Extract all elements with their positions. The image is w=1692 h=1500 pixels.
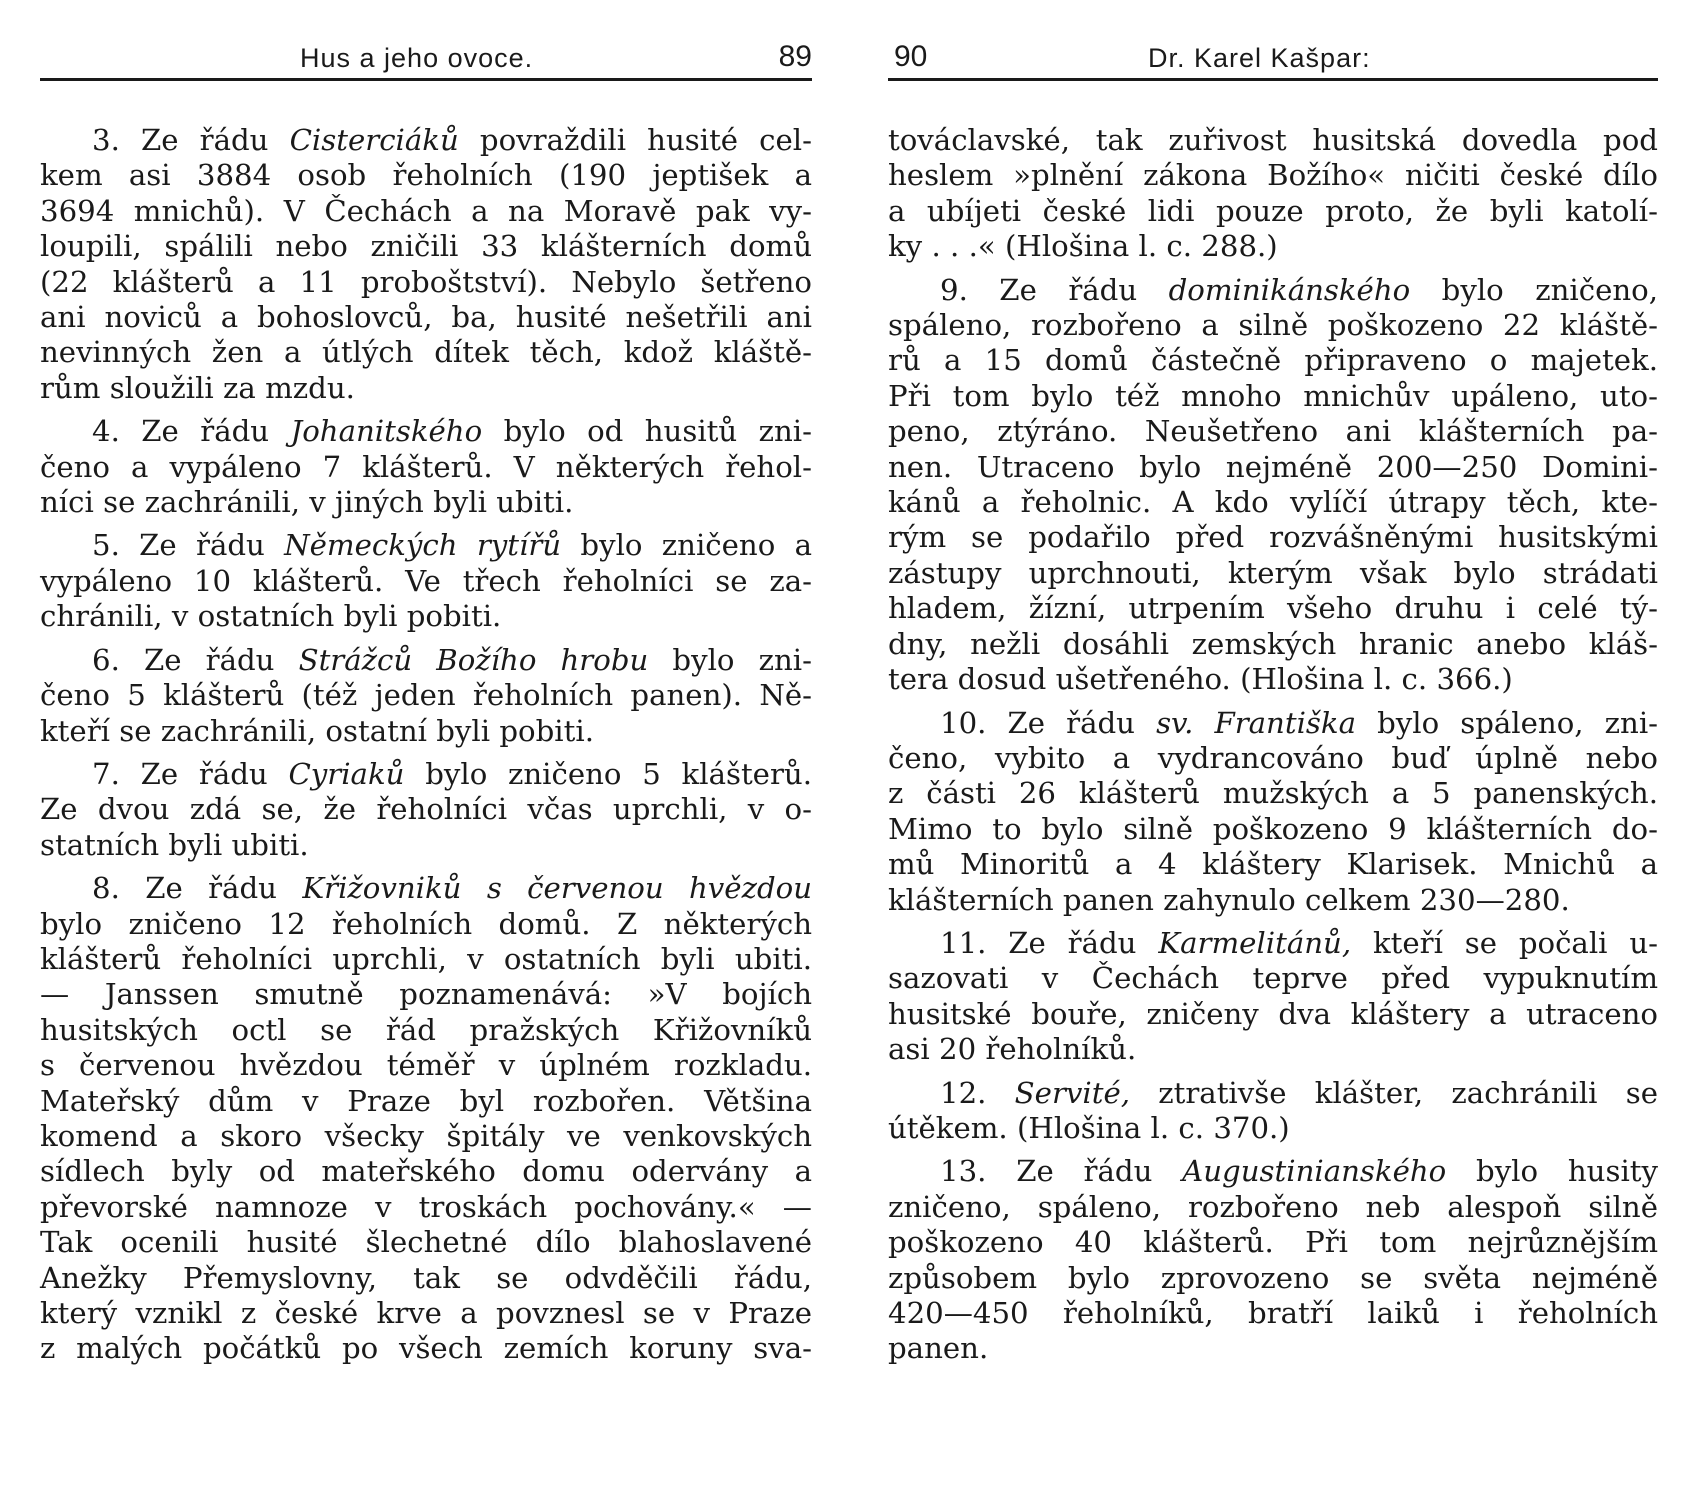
text-line [888, 308, 1658, 343]
text-run: bylo zničeno 12 řeholních domů. Z některých [40, 906, 812, 941]
text-run: 420—450 řeholníků, bratří laiků i řeholních [888, 1296, 1658, 1330]
text-line [40, 1013, 812, 1048]
italic-name: dominikánského [1168, 272, 1411, 307]
text-run: bylo od husitů zni- [482, 414, 812, 449]
text-run: čeno, vybito a vydrancováno buď úplně nebo [888, 740, 1658, 775]
text-run: bylo zničeno, [1410, 272, 1658, 307]
text-line [40, 1225, 812, 1260]
text-line [40, 1084, 812, 1119]
text-line [40, 643, 812, 678]
text-run: heslem »plnění zákona Božího« ničiti české dílo [888, 158, 1658, 193]
text-line [888, 343, 1658, 378]
text-line [40, 757, 812, 792]
text-line [40, 335, 812, 370]
text-line [888, 812, 1658, 847]
left-page [40, 0, 812, 1367]
text-line [888, 485, 1658, 520]
text-run: 3694 mnichů). V Čechách a na Moravě pak vy- [40, 193, 812, 228]
text-line [40, 942, 812, 977]
text-run: Mateřský dům v Praze byl rozbořen. Většina [40, 1083, 812, 1118]
text-run: panen. [888, 1331, 989, 1366]
text-line [888, 1111, 1658, 1146]
text-run: Mimo to bylo silně poškozeno 9 klášterních do- [888, 811, 1658, 846]
text-line [40, 194, 812, 229]
text-line [40, 371, 812, 406]
running-title: Dr. Karel Kašpar: [1148, 43, 1371, 73]
text-run: kteří se zachránili, ostatní byli pobiti. [40, 713, 594, 748]
text-line [40, 1048, 812, 1083]
text-run: spáleno, rozbořeno a silně poškozeno 22 kláště- [888, 308, 1658, 343]
text-run: Anežky Přemyslovny, tak se odvděčili řádu, [40, 1260, 812, 1295]
text-line [888, 1331, 1658, 1366]
italic-name: Karmelitánů, [1158, 925, 1352, 960]
text-line [888, 194, 1658, 229]
italic-name: Johanitského [290, 414, 483, 449]
text-run: 6. Ze řádu [92, 642, 299, 677]
text-run: čeno a vypáleno 7 klášterů. V některých řehol- [40, 449, 812, 484]
text-line [888, 520, 1658, 555]
text-line [40, 828, 812, 863]
text-run: asi 20 řeholníků. [888, 1032, 1137, 1067]
text-line [888, 997, 1658, 1032]
text-run: 10. Ze řádu [940, 705, 1157, 740]
text-run: kem asi 3884 osob řeholních (190 jeptišek a [40, 158, 812, 193]
text-run: loupili, spálili nebo zničili 33 klášterních domů [40, 229, 812, 264]
text-line [888, 123, 1658, 158]
text-line [40, 792, 812, 827]
left-page-text [40, 123, 812, 1367]
italic-name: Strážců Božího hrobu [298, 642, 649, 677]
text-line [40, 714, 812, 749]
text-run: s červenou hvězdou téměř v úplném rozkladu. [40, 1048, 812, 1083]
running-title: Hus a jeho ovoce. [300, 43, 534, 73]
text-line [40, 485, 812, 520]
text-line [40, 1296, 812, 1331]
text-run: 4. Ze řádu [92, 414, 291, 449]
text-run: vypáleno 10 klášterů. Ve třech řeholníci se za- [40, 563, 812, 598]
text-run: rů a 15 domů částečně připraveno o majetek. [888, 343, 1658, 378]
text-run: ky . . .« (Hlošina l. c. 288.) [888, 229, 1278, 264]
text-run: klášterních panen zahynulo celkem 230—280. [888, 882, 1570, 917]
text-line [40, 907, 812, 942]
text-line [888, 229, 1658, 264]
text-run: čeno 5 klášterů (též jeden řeholních panen). Ně- [40, 678, 812, 713]
italic-name: Křižovniků s červenou hvězdou [302, 871, 812, 906]
text-line [40, 265, 812, 300]
text-run: nen. Utraceno bylo nejméně 200—250 Domini- [888, 449, 1658, 484]
text-run: způsobem bylo zprovozeno se světa nejméně [888, 1260, 1658, 1295]
text-run: který vznikl z české krve a povznesl se v Praze [40, 1296, 812, 1330]
text-run: 3. Ze řádu [92, 123, 290, 157]
right-page-header [888, 38, 1658, 81]
italic-name: Augustinianského [1182, 1154, 1447, 1189]
text-run: dny, nežli dosáhli zemských hranic anebo kláš- [888, 626, 1658, 661]
text-line [888, 158, 1658, 193]
text-line [40, 564, 812, 599]
text-line [888, 961, 1658, 996]
text-run: Ze dvou zdá se, že řeholníci včas uprchli, v o- [40, 792, 812, 827]
text-line [888, 1076, 1658, 1111]
text-run: 8. Ze řádu [92, 871, 303, 906]
text-line [40, 229, 812, 264]
text-run: (22 klášterů a 11 proboštství). Nebylo šetřeno [40, 264, 812, 299]
text-run: továclavské, tak zuřivost husitská dovedla pod [888, 123, 1658, 157]
text-line [888, 662, 1658, 697]
right-page [888, 0, 1658, 1375]
text-run: statních byli ubiti. [40, 827, 309, 862]
text-line [40, 123, 812, 158]
text-run: zástupy uprchnouti, kterým však bylo strádati [888, 555, 1658, 590]
text-run: převorské namnoze v troskách pochovány.« — [40, 1189, 812, 1224]
text-line [888, 1190, 1658, 1225]
text-run: mů Minoritů a 4 kláštery Klarisek. Mnichů a [888, 847, 1658, 882]
text-run: kteří se počali u- [1351, 925, 1658, 960]
text-line [40, 871, 812, 906]
text-line [40, 1190, 812, 1225]
text-line [888, 847, 1658, 882]
text-line [888, 1261, 1658, 1296]
text-line [888, 1225, 1658, 1260]
text-line [888, 414, 1658, 449]
text-run: povraždili husité cel- [458, 123, 813, 157]
italic-name: Cyriaků [288, 756, 405, 791]
italic-name: Servité, [1014, 1075, 1130, 1110]
text-line [888, 706, 1658, 741]
text-line [40, 1261, 812, 1296]
text-line [40, 414, 812, 449]
text-run: bylo zničeno a [561, 528, 812, 563]
text-run: 7. Ze řádu [92, 756, 289, 791]
text-run: níci se zachránili, v jiných byli ubiti. [40, 485, 574, 520]
text-run: ztrativše klášter, zachránili se [1130, 1075, 1658, 1110]
text-run: sazovati v Čechách teprve před vypuknutím [888, 961, 1658, 996]
text-run: — Janssen smutně poznamenává: »V bojích [40, 977, 812, 1012]
text-line [888, 379, 1658, 414]
text-line [888, 450, 1658, 485]
text-run: bylo zni- [648, 642, 812, 677]
text-run: komend a skoro všecky špitály ve venkovských [40, 1118, 812, 1153]
text-run: tera dosud ušetřeného. (Hlošina l. c. 366.) [888, 662, 1513, 697]
text-run: bylo husity [1446, 1154, 1659, 1189]
left-page-header [40, 38, 812, 81]
text-line [40, 1154, 812, 1189]
text-run: bylo zničeno 5 klášterů. [404, 756, 812, 791]
text-run: útěkem. (Hlošina l. c. 370.) [888, 1110, 1290, 1145]
text-line [888, 1154, 1658, 1189]
text-run: z malých počátků po všech zemích koruny sva- [40, 1331, 812, 1366]
text-line [40, 158, 812, 193]
italic-name: Německých rytířů [284, 528, 562, 563]
text-run: zničeno, spáleno, rozbořeno neb alespoň silně [888, 1189, 1658, 1224]
text-line [888, 556, 1658, 591]
text-line [888, 1296, 1658, 1331]
text-line [888, 741, 1658, 776]
text-run: klášterů řeholníci uprchli, v ostatních byli ubiti. [40, 941, 812, 976]
page-number: 89 [778, 40, 812, 73]
text-run: 13. Ze řádu [940, 1154, 1183, 1189]
text-run: husitské bouře, zničeny dva kláštery a utraceno [888, 996, 1658, 1031]
text-run: peno, ztýráno. Neušetřeno ani klášterních pa- [888, 414, 1658, 449]
text-run: Tak ocenili husité šlechetné dílo blahoslavené [40, 1225, 812, 1260]
text-run: ani noviců a bohoslovců, ba, husité nešetřili ani [40, 300, 812, 335]
text-run: rým se podařilo před rozvášněnými husitskými [888, 520, 1658, 555]
text-run: bylo spáleno, zni- [1355, 705, 1659, 740]
text-line [40, 300, 812, 335]
text-run: 11. Ze řádu [940, 925, 1159, 960]
text-run: rům sloužili za mzdu. [40, 370, 355, 405]
text-run: sídlech byly od mateřského domu odervány a [40, 1154, 812, 1189]
text-line [40, 678, 812, 713]
text-run: Při tom bylo též mnoho mnichův upáleno, uto- [888, 378, 1658, 413]
text-run: kánů a řeholnic. A kdo vylíčí útrapy těch, kte- [888, 485, 1658, 520]
right-page-text [888, 123, 1658, 1367]
text-run: hladem, žízní, utrpením všeho druhu i celé tý- [888, 591, 1658, 626]
text-run: nevinných žen a útlých dítek těch, kdož kláště- [40, 335, 812, 370]
page-number: 90 [894, 40, 928, 73]
text-line [40, 528, 812, 563]
text-line [888, 273, 1658, 308]
italic-name: Cisterciáků [289, 123, 459, 157]
text-run: poškozeno 40 klášterů. Při tom nejrůznějším [888, 1225, 1658, 1260]
text-line [40, 977, 812, 1012]
text-line [40, 599, 812, 634]
text-line [888, 627, 1658, 662]
text-run: 5. Ze řádu [92, 528, 285, 563]
text-run: a ubíjeti české lidi pouze proto, že byli katolí- [888, 193, 1658, 228]
text-line [888, 883, 1658, 918]
text-run: z části 26 klášterů mužských a 5 panenských. [888, 776, 1658, 811]
text-run: husitských octl se řád pražských Křižovníků [40, 1012, 812, 1047]
text-line [40, 1119, 812, 1154]
text-line [888, 591, 1658, 626]
text-run: chránili, v ostatních byli pobiti. [40, 599, 502, 634]
text-run: 9. Ze řádu [940, 272, 1169, 307]
text-line [40, 450, 812, 485]
italic-name: sv. Františka [1156, 705, 1356, 740]
text-line [888, 776, 1658, 811]
text-line [888, 1032, 1658, 1067]
text-line [40, 1331, 812, 1366]
text-line [888, 926, 1658, 961]
text-run: 12. [940, 1075, 1015, 1110]
